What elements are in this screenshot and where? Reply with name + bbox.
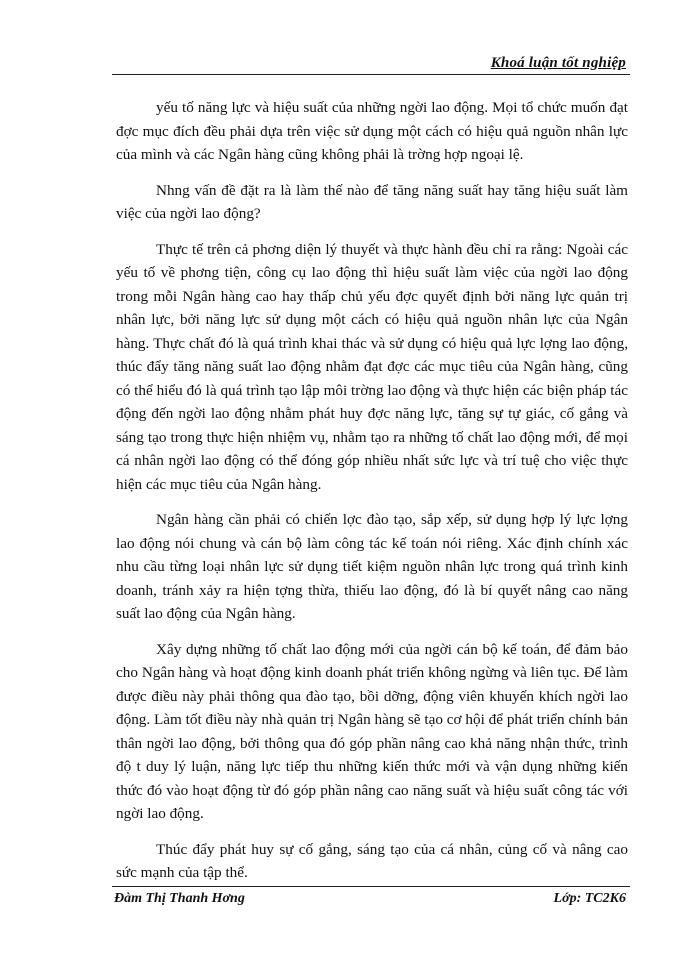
page-footer xyxy=(112,886,630,917)
footer-class: Lớp: TC2K6 xyxy=(553,891,626,906)
footer-author: Đàm Thị Thanh Hơng xyxy=(114,891,245,906)
paragraph: Nhng vấn đề đặt ra là làm thế nào để tăng năng suất hay tăng hiệu suất làm việc của ngời lao động? xyxy=(116,181,628,222)
paragraph: Ngân hàng cần phải có chiến lợc đào tạo, sắp xếp, sử dụng hợp lý lực lợng lao động nói chung và cán bộ làm công tác kế toán nói riêng. Xác định chính xác nhu cầu từng loại nhân lực sử dụng tiết kiệm nguồn nhân lực trong quá trình kinh doanh, tránh xảy ra hiện tợng thừa, thiếu lao động, đó là bí quyết nâng cao năng suất lao động của Ngân hàng. xyxy=(116,511,628,622)
paragraph: Thúc đẩy phát huy sự cố gắng, sáng tạo của cá nhân, củng cố và nâng cao sức mạnh của tập thể. xyxy=(116,840,628,881)
page-header xyxy=(112,54,630,75)
document-body xyxy=(116,96,628,897)
paragraph: Xây dựng những tố chất lao động mới của ngời cán bộ kế toán, để đảm bảo cho Ngân hàng và hoạt động kinh doanh phát triển không ngừng và liên tục. Để làm được điều này phải thông qua đào tạo, bồi dỡng, động viên khuyến khích ngời lao động. Làm tốt điều này nhà quản trị Ngân hàng sẽ tạo cơ hội để phát triển chính bản thân ngời lao động, bởi thông qua đó góp phần nâng cao khả năng nhận thức, trình độ t duy lý luận, năng lực tiếp thu những kiến thức mới và vận dụng những kiến thức đó vào hoạt động từ đó góp phần nâng cao năng suất và hiệu suất công tác với ngời lao động. xyxy=(116,640,628,822)
paragraph: Thực tế trên cả phơng diện lý thuyết và thực hành đều chỉ ra rằng: Ngoài các yếu tố về phơng tiện, công cụ lao động thì hiệu suất làm việc của ngời lao động trong mỗi Ngân hàng cao hay thấp chủ yếu đợc quyết định bởi năng lực quản trị nhân lực, bởi năng lực sử dụng một cách có hiệu quả nguồn nhân lực của Ngân hàng. Thực chất đó là quá trình khai thác và sử dụng có hiệu quả lực lợng lao động, thúc đẩy tăng năng suất lao động nhằm đạt đợc các mục tiêu của Ngân hàng, cũng có thể hiểu đó là quá trình tạo lập môi trờng lao động và thực hiện các biện pháp tác động đến ngời lao động nhằm phát huy đợc năng lực, tăng sự tự giác, cố gắng và sáng tạo trong thực hiện nhiệm vụ, nhằm tạo ra những tố chất lao động mới, để mọi cá nhân ngời lao động có thể đóng góp nhiều nhất sức lực và trí tuệ cho việc thực hiện các mục tiêu của Ngân hàng. xyxy=(116,240,628,493)
header-title: Khoá luận tốt nghiệp xyxy=(490,55,626,71)
paragraph: yếu tố năng lực và hiệu suất của những ngời lao động. Mọi tổ chức muốn đạt đợc mục đích đều phải dựa trên việc sử dụng một cách có hiệu quả nguồn nhân lực của mình và các Ngân hàng cũng không phải là trờng hợp ngoại lệ. xyxy=(116,99,628,163)
